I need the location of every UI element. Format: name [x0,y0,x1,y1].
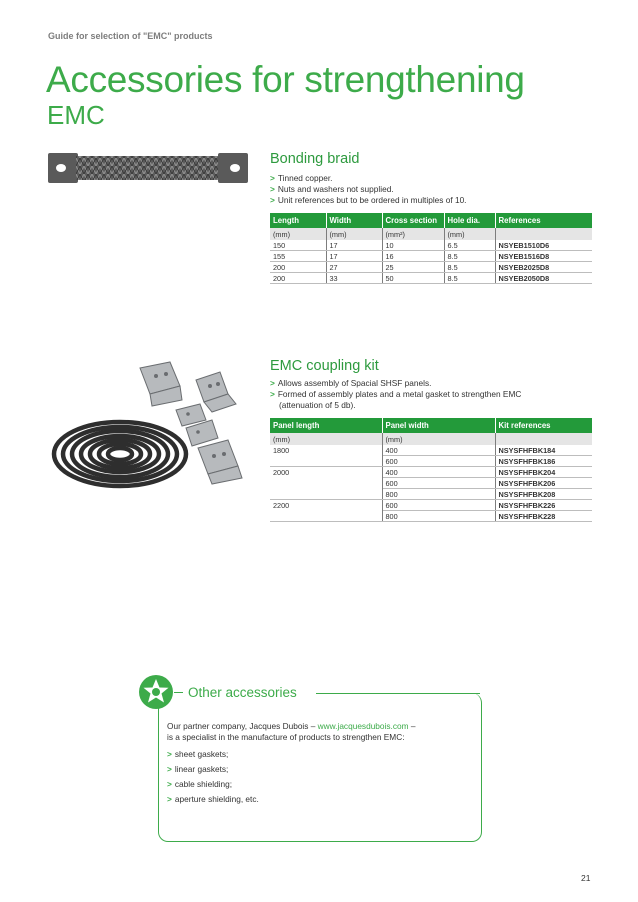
table-row: 600 NSYSFHFBK206 [270,478,592,489]
table-row: 200 27 25 8.5 NSYEB2025D8 [270,262,592,273]
list-item: > Formed of assembly plates and a metal gasket to strengthen EMC [270,389,522,399]
bonding-braid-title: Bonding braid [270,151,360,167]
page-subtitle: EMC [47,100,105,130]
table-row: 800 NSYSFHFBK208 [270,489,592,500]
table-row: 600 NSYSFHFBK186 [270,456,592,467]
coupling-kit-image [48,358,258,513]
bonding-braid-image [48,150,248,191]
partner-line-2: is a specialist in the manufacture of products to strengthen EMC: [167,732,405,742]
other-accessories-list [167,747,467,807]
page-number: 21 [581,873,591,883]
coupling-kit-title: EMC coupling kit [270,358,379,374]
page-title: Accessories for strengthening [46,59,525,100]
list-item: > sheet gaskets; [167,749,229,759]
list-item: > Tinned copper. [270,173,333,183]
column-header: Cross section [382,213,444,228]
units-row: (mm) (mm) [270,433,592,445]
list-item: > Unit references but to be ordered in multiples of 10. [270,195,467,205]
box-top-border [316,693,480,694]
star-icon [138,674,174,715]
list-item: > Allows assembly of Spacial SHSF panels. [270,378,432,388]
guide-header: Guide for selection of "EMC" products [48,31,213,41]
bonding-braid-table [270,213,592,284]
list-item: (attenuation of 5 db). [279,400,356,410]
column-header: Panel width [382,418,495,433]
other-accessories-title: Other accessories [188,685,297,700]
column-header: Panel length [270,418,382,433]
table-row: 2000 400 NSYSFHFBK204 [270,467,592,478]
column-header: Kit references [495,418,592,433]
partner-link[interactable]: www.jacquesdubois.com [317,721,409,731]
bonding-braid-bullets [270,173,610,206]
units-row: (mm) (mm) (mm²) (mm) [270,228,592,240]
table-row: 1800 400 NSYSFHFBK184 [270,445,592,456]
partner-text [167,721,467,807]
column-header: Hole dia. [444,213,495,228]
partner-line-1: Our partner company, Jacques Dubois – www.jacquesdubois.com – [167,721,416,731]
column-header: References [495,213,592,228]
column-header: Length [270,213,326,228]
list-item: > cable shielding; [167,779,233,789]
table-row: 800 NSYSFHFBK228 [270,511,592,522]
list-item: > aperture shielding, etc. [167,794,259,804]
coupling-kit-bullets [270,378,610,411]
column-header: Width [326,213,382,228]
title-dash [174,692,183,693]
table-row: 200 33 50 8.5 NSYEB2050D8 [270,273,592,284]
list-item: > linear gaskets; [167,764,229,774]
coupling-kit-table [270,418,592,522]
table-row: 150 17 10 6.5 NSYEB1510D6 [270,240,592,251]
table-row: 2200 600 NSYSFHFBK226 [270,500,592,511]
table-row: 155 17 16 8.5 NSYEB1516D8 [270,251,592,262]
list-item: > Nuts and washers not supplied. [270,184,394,194]
